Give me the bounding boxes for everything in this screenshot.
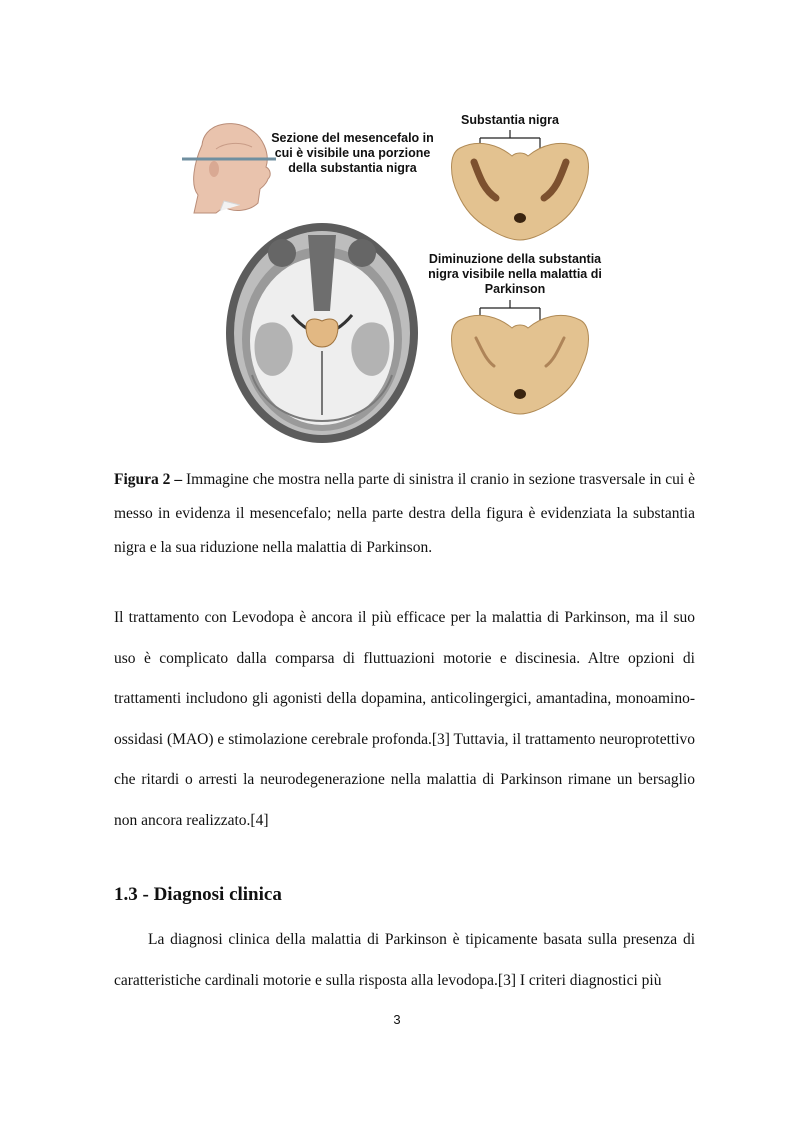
paragraph-diagnosis: La diagnosi clinica della malattia di Parkinson è tipicamente basata sulla presenza di caratteristiche cardinali motorie e sulla risposta alla levodopa.[3] I criteri diagnostici più bbox=[114, 931, 695, 989]
paragraph-treatment: Il trattamento con Levodopa è ancora il più efficace per la malattia di Parkinson, ma il suo uso è complicato dalla comparsa di fluttuazioni motorie e discinesia. Altre opzioni di trattamenti includono gli agonisti della dopamina, anticolingergici, amantadina, monoamino-ossidasi (MAO) e stimolazione cerebrale profonda.[3] Tuttavia, il trattamento neuroprotettivo che ritardi o arresti la neurodegenerazione nella malattia di Parkinson rimane un bersaglio non ancora realizzato.[4] bbox=[114, 609, 695, 829]
page-number: 3 bbox=[393, 1012, 401, 1027]
figure-2 bbox=[170, 100, 610, 445]
midbrain-normal-illustration bbox=[440, 138, 600, 243]
substantia-nigra-label: Substantia nigra bbox=[461, 113, 559, 127]
skull-section-illustration bbox=[222, 215, 422, 445]
midbrain-parkinson-illustration bbox=[440, 310, 600, 420]
section-heading: 1.3 - Diagnosi clinica bbox=[114, 884, 282, 905]
figure-caption bbox=[114, 463, 695, 565]
diminution-label: Diminuzione della substantia nigra visibile nella malattia di Parkinson bbox=[428, 252, 602, 296]
section-label: Sezione del mesencefalo in cui è visibile una porzione della substantia nigra bbox=[271, 131, 434, 175]
caption-text: Immagine che mostra nella parte di sinistra il cranio in sezione trasversale in cui è messo in evidenza il mesencefalo; nella parte destra della figura è evidenziata la substantia nigra e la sua riduzione nella malattia di Parkinson. bbox=[114, 471, 696, 556]
head-illustration bbox=[180, 115, 280, 215]
caption-label: Figura 2 – bbox=[114, 471, 183, 488]
